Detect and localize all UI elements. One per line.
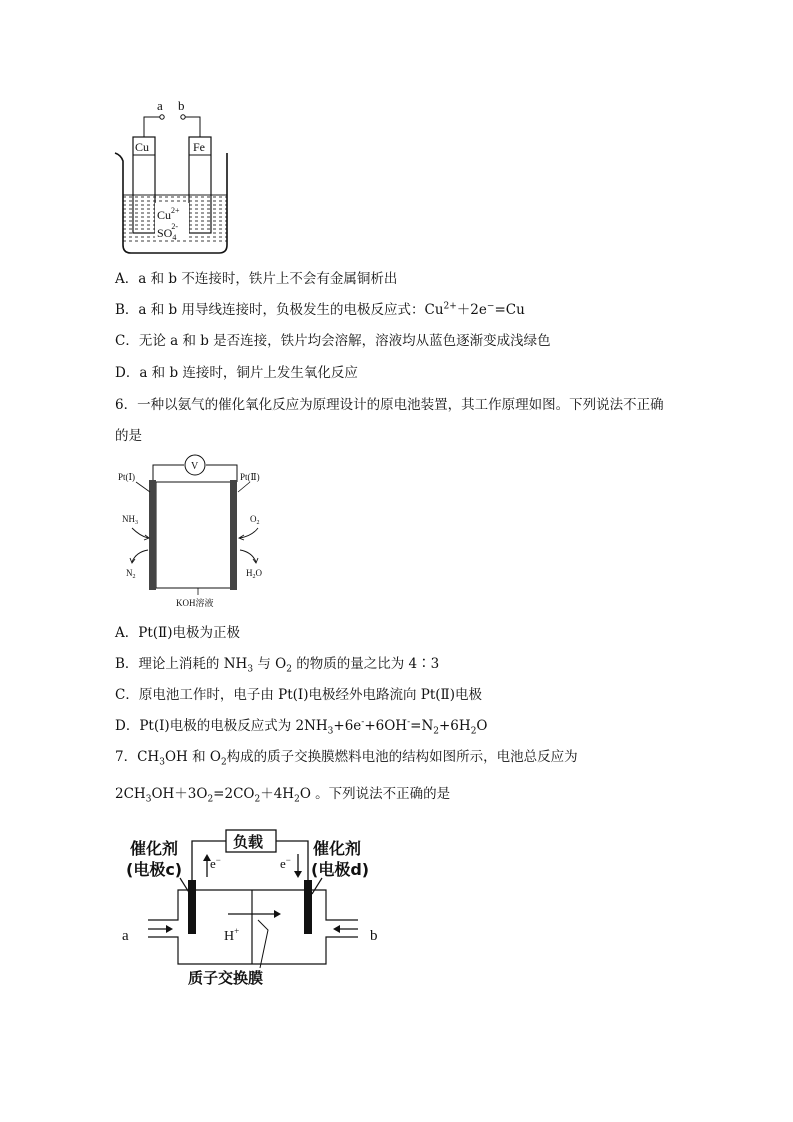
label-electron-right: e−	[280, 855, 291, 871]
q6-option-a: A．Pt(Ⅱ)电极为正极	[115, 625, 240, 641]
label-electron-left: e−	[210, 855, 221, 871]
q5-option-c: C．无论 a 和 b 是否连接，铁片均会溶解，溶液均从蓝色逐渐变成浅绿色	[115, 333, 551, 349]
label-input-b: b	[370, 928, 378, 944]
q7-stem: 7．$CH_3OH$ 和 $O_2$构成的质子交换膜燃料电池的结构如图所示，电池总反应为	[115, 749, 578, 768]
label-pt1: Pt(Ⅰ)	[118, 472, 136, 482]
label-koh: KOH溶液	[176, 598, 214, 608]
label-pt2: Pt(Ⅱ)	[240, 472, 260, 482]
label-membrane: 质子交换膜	[188, 969, 264, 987]
label-b: b	[178, 98, 185, 113]
ammonia-cell-figure	[112, 452, 282, 612]
label-input-a: a	[122, 928, 129, 944]
label-n2: $N_2$	[126, 568, 136, 580]
label-electrode-c: (电极c)	[126, 860, 183, 879]
label-fe: Fe	[193, 140, 205, 154]
q5-option-d: D．a 和 b 连接时，铜片上发生氧化反应	[115, 365, 358, 381]
cu-fe-cell-figure	[105, 95, 240, 257]
terminal-b	[181, 115, 185, 119]
ion-so4: $SO_42-$	[157, 222, 179, 242]
cell-body	[148, 890, 358, 920]
voltmeter-label: V	[191, 461, 199, 472]
q5-option-a: A．a 和 b 不连接时，铁片上不会有金属铜析出	[115, 271, 398, 287]
terminal-a	[160, 115, 164, 119]
electrode-c	[188, 880, 196, 934]
q6-option-b: B．理论上消耗的 $NH_3$ 与 $O_2$ 的物质的量之比为 4∶3	[115, 656, 440, 675]
ion-cu: $Cu^{2+}$	[157, 206, 180, 222]
label-nh3: $NH_3$	[122, 514, 138, 526]
q6-option-c: C．原电池工作时，电子由 Pt(Ⅰ)电极经外电路流向 Pt(Ⅱ)电极	[115, 687, 483, 703]
label-proton: H+	[224, 926, 240, 944]
label-o2: $O_2$	[250, 514, 260, 526]
q7-equation: $2CH_3OH+3O_2=2CO_2+4H_2O$ 。下列说法不正确的是	[115, 786, 451, 805]
q6-stem-line1: 6．一种以氨气的催化氧化反应为原理设计的原电池装置，其工作原理如图。下列说法不正确	[115, 397, 664, 413]
fuel-cell-figure	[108, 822, 398, 992]
label-catalyst-left: 催化剂	[130, 839, 179, 858]
label-electrode-d: (电极d)	[311, 860, 370, 879]
pt1-electrode	[149, 480, 156, 590]
electrode-d	[304, 880, 312, 934]
label-h2o: $H_2O$	[246, 568, 262, 580]
q6-stem-line2: 的是	[115, 428, 142, 444]
cell-container	[156, 482, 234, 588]
pt2-electrode	[230, 480, 237, 590]
label-a: a	[157, 98, 163, 113]
label-cu: Cu	[135, 140, 150, 154]
q5-option-b: B．a 和 b 用导线连接时，负极发生的电极反应式：$Cu^{2+}+2e^-=Cu$	[115, 301, 525, 318]
q6-option-d: D．Pt(Ⅰ)电极的电极反应式为 $2NH_3+6e^-+6OH^-=N_2+6H_2O$	[115, 717, 488, 737]
label-catalyst-right: 催化剂	[313, 839, 362, 858]
label-load: 负载	[233, 833, 264, 851]
